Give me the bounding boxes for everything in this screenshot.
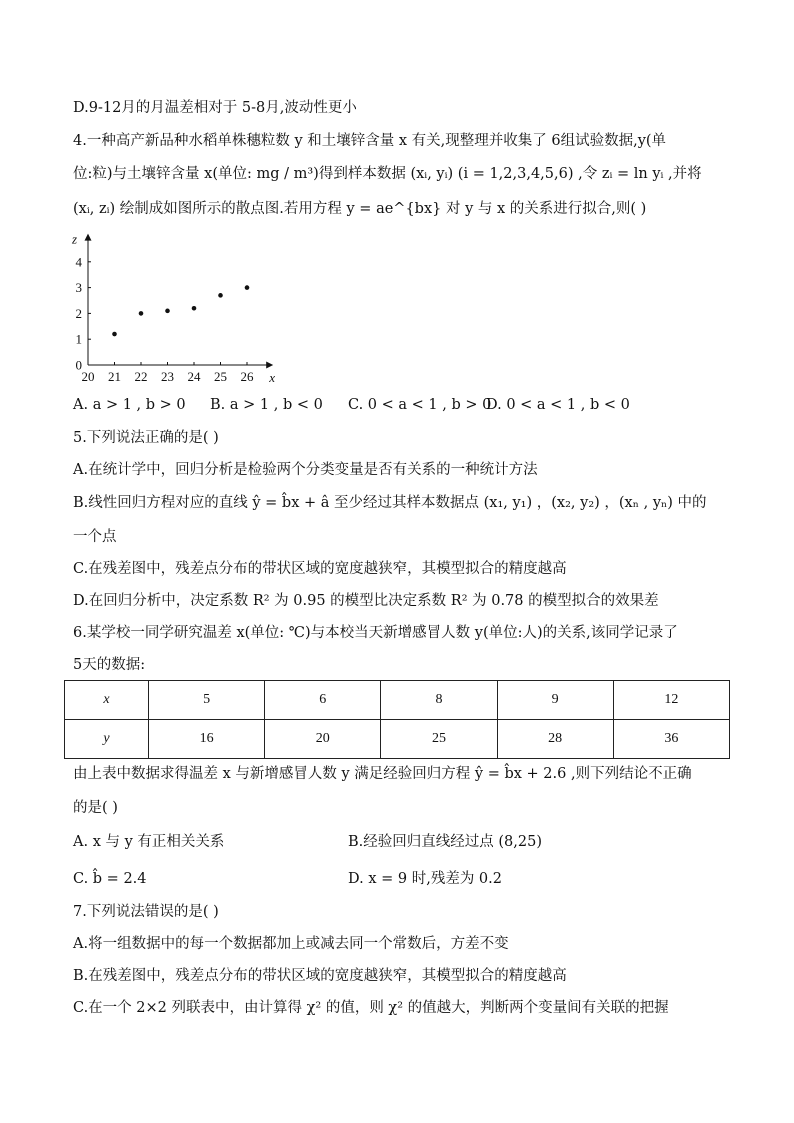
- table-cell: 16: [149, 720, 265, 759]
- data-point: [245, 285, 250, 290]
- table-cell: 20: [265, 720, 381, 759]
- q7-option-c: C.在一个 2×2 列联表中，由计算得 χ² 的值，则 χ² 的值越大，判断两个变量间有关联的把握: [73, 1000, 669, 1016]
- x-tick-label: 22: [134, 369, 148, 384]
- x-tick-label: 23: [161, 369, 174, 384]
- y-tick-label: 2: [75, 305, 82, 321]
- scatter-chart: [66, 226, 286, 388]
- table-cell: 6: [265, 681, 381, 720]
- q4-option-c: C. 0 < a < 1 , b > 0: [348, 397, 492, 413]
- data-table: [64, 680, 730, 759]
- x-tick-label: 20: [81, 369, 95, 384]
- data-point: [192, 306, 197, 311]
- q6-stem-line-4: 的是( ): [73, 800, 118, 816]
- q4-stem-line-1: 4.一种高产新品种水稻单株穗粒数 y 和土壤锌含量 x 有关,现整理并收集了 6组试验数据,y(单: [73, 133, 667, 149]
- x-tick-label: 26: [240, 369, 254, 384]
- q6-option-d: D. x = 9 时,残差为 0.2: [348, 871, 502, 887]
- q6-option-a: A. x 与 y 有正相关关系: [73, 834, 225, 850]
- q6-stem-line-1: 6.某学校一同学研究温差 x(单位: ℃)与本校当天新增感冒人数 y(单位:人)的关系,该同学记录了: [73, 625, 678, 641]
- y-tick-label: 4: [75, 254, 82, 270]
- q6-stem-line-2: 5天的数据:: [73, 657, 146, 673]
- table-cell: 9: [497, 681, 613, 720]
- table-row-y: [65, 720, 730, 759]
- x-axis-label: x: [269, 370, 275, 385]
- x-axis-arrow: [266, 362, 273, 369]
- data-point: [112, 332, 117, 337]
- x-tick-label: 25: [214, 369, 227, 384]
- table-cell: 28: [497, 720, 613, 759]
- data-point: [165, 309, 170, 314]
- q5-option-a: A.在统计学中，回归分析是检验两个分类变量是否有关系的一种统计方法: [73, 462, 538, 478]
- q7-stem: 7.下列说法错误的是( ): [73, 904, 219, 920]
- table-cell: x: [65, 681, 149, 720]
- x-tick-label: 21: [108, 369, 121, 384]
- q5-option-b-line-1: B.线性回归方程对应的直线 ŷ = b̂x + â 至少经过其样本数据点 (x₁, y₁) ，(x₂, y₂) ，(xₙ , yₙ) 中的: [73, 495, 707, 511]
- data-point: [218, 293, 223, 298]
- table-cell: y: [65, 720, 149, 759]
- data-point: [139, 311, 144, 316]
- table-cell: 36: [613, 720, 729, 759]
- q4-option-b: B. a > 1 , b < 0: [210, 397, 323, 413]
- q4-stem-line-3: (xᵢ, zᵢ) 绘制成如图所示的散点图.若用方程 y = ae^{bx} 对 y 与 x 的关系进行拟合,则( ): [73, 201, 647, 217]
- table-cell: 12: [613, 681, 729, 720]
- chart-points: [112, 285, 249, 336]
- q7-option-a: A.将一组数据中的每一个数据都加上或减去同一个常数后，方差不变: [73, 936, 509, 952]
- y-tick-label: 1: [75, 331, 82, 347]
- q4-stem-line-2: 位:粒)与土壤锌含量 x(单位: mg / m³)得到样本数据 (xᵢ, yᵢ) (i = 1,2,3,4,5,6) ,令 zᵢ = ln yᵢ ,并将: [73, 166, 702, 182]
- chart-axes: [71, 232, 275, 385]
- y-axis-arrow: [85, 234, 92, 241]
- q6-stem-line-3: 由上表中数据求得温差 x 与新增感冒人数 y 满足经验回归方程 ŷ = b̂x + 2.6 ,则下列结论不正确: [73, 766, 692, 782]
- q5-stem: 5.下列说法正确的是( ): [73, 430, 219, 446]
- q5-option-c: C.在残差图中，残差点分布的带状区域的宽度越狭窄，其模型拟合的精度越高: [73, 561, 567, 577]
- y-tick-label: 0: [75, 357, 82, 373]
- table-row-x: [65, 681, 730, 720]
- q6-option-c: C. b̂ = 2.4: [73, 871, 147, 887]
- q3-option-d: D.9-12月的月温差相对于 5-8月,波动性更小: [73, 100, 357, 116]
- table-cell: 5: [149, 681, 265, 720]
- q4-option-a: A. a > 1 , b > 0: [73, 397, 186, 413]
- x-tick-label: 24: [187, 369, 201, 384]
- q5-option-b-line-2: 一个点: [73, 529, 117, 545]
- q5-option-d: D.在回归分析中，决定系数 R² 为 0.95 的模型比决定系数 R² 为 0.78 的模型拟合的效果差: [73, 593, 659, 609]
- q4-option-d: D. 0 < a < 1 , b < 0: [486, 397, 630, 413]
- table-cell: 8: [381, 681, 497, 720]
- table-cell: 25: [381, 720, 497, 759]
- y-axis-label: z: [72, 231, 78, 247]
- y-tick-label: 3: [75, 280, 82, 296]
- q7-option-b: B.在残差图中，残差点分布的带状区域的宽度越狭窄，其模型拟合的精度越高: [73, 968, 567, 984]
- q6-option-b: B.经验回归直线经过点 (8,25): [348, 834, 542, 850]
